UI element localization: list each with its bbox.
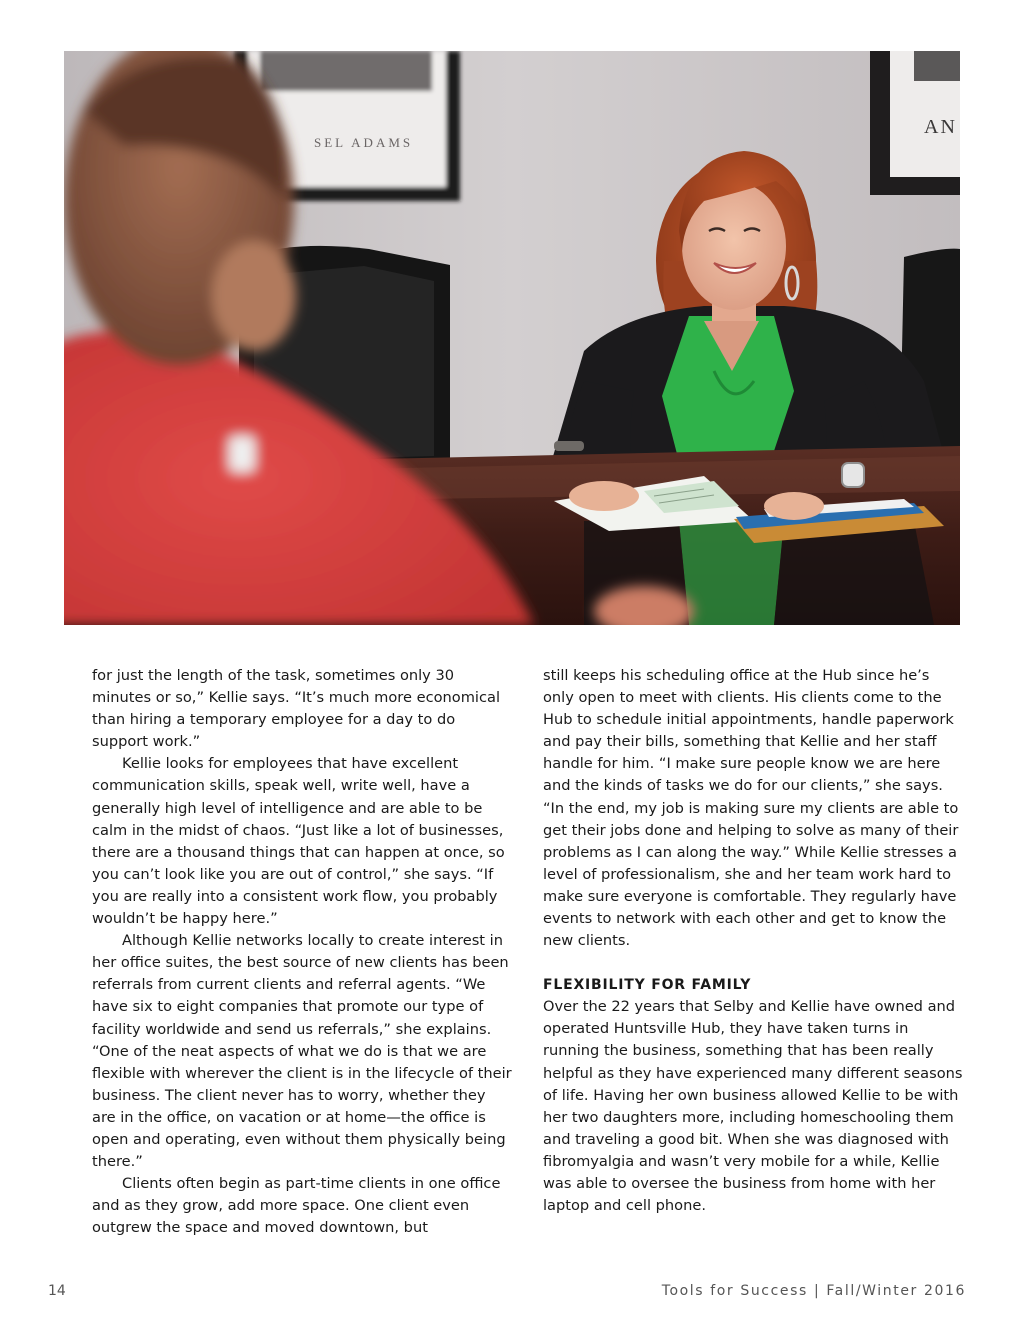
meeting-photo-illustration [64,51,960,625]
article-photo [64,51,960,625]
body-paragraph: Although Kellie networks locally to create interest in her office suites, the best source of new clients has been referrals from current clients and referral agents. “We have six to eight companies that promote our type of facility worldwide and send us referrals,” she explains. “One of the neat aspects of what we do is that we are flexible with wherever the client is in the lifecycle of their business. The client never has to worry, whether they are in the office, on vacation or at home—the office is open and operating, even without them physically being there.” [92,932,512,1171]
section-heading: FLEXIBILITY FOR FAMILY [543,977,752,994]
print-caption-right: AN [924,116,957,138]
publication-info: Tools for Success | Fall/Winter 2016 [661,1283,966,1299]
body-paragraph: Kellie looks for employees that have excellent communication skills, speak well, write well, have a generally high level of intelligence and are able to be calm in the midst of chaos. “Just like a lot of businesses, there are a thousand things that can happen at once, so you can’t look like you are out of control,” she says. “If you are really into a consistent work flow, you probably wouldn’t be happy here.” [92,755,505,928]
body-paragraph: Clients often begin as part-time clients in one office and as they grow, add more space. One client even outgrew the space and moved downtown, but [92,1175,501,1237]
body-paragraph: still keeps his scheduling office at the Hub since he’s only open to meet with clients. His clients come to the Hub to schedule initial appointments, handle paperwork and pay their bills, something that Kellie and her staff handle for him. “I make sure people know we are here and the kinds of tasks we do for our clients,” she says. “In the end, my job is making sure my clients are able to get their jobs done and helping to solve as many of their problems as I can along the way.” While Kellie stresses a level of professionalism, she and her team work hard to make sure everyone is comfortable. They regularly have events to network with each other and get to know the new clients. [543,667,959,950]
body-paragraph: for just the length of the task, sometimes only 30 minutes or so,” Kellie says. “It’s much more economical than hiring a temporary employee for a day to do support work.” [92,667,501,751]
article-column-right [543,665,963,1217]
body-paragraph: Over the 22 years that Selby and Kellie have owned and operated Huntsville Hub, they have taken turns in running the business, something that has been really helpful as they have experienced many different seasons of life. Having her own business allowed Kellie to be with her two daughters more, including homeschooling them and traveling a good bit. When she was diagnosed with fibromyalgia and wasn’t very mobile for a while, Kellie was able to oversee the business from home with her laptop and cell phone. [543,998,963,1215]
print-caption-left: SEL ADAMS [314,135,414,150]
article-column-left [92,665,512,1239]
page-number: 14 [48,1283,66,1299]
